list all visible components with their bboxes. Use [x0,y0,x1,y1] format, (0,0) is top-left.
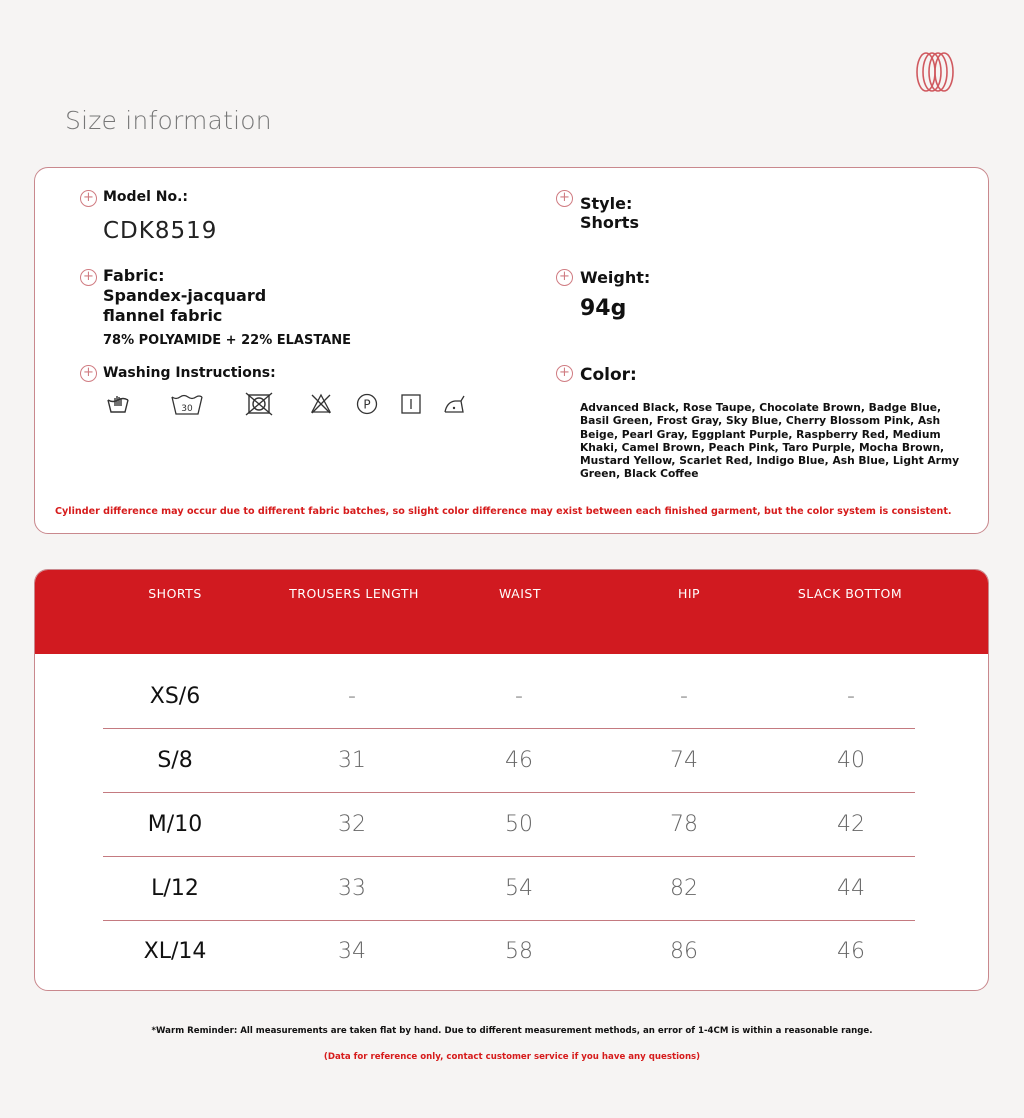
hip-cell: - [680,684,688,709]
waist-cell: 54 [505,876,533,901]
header-slack-bottom: SLACK BOTTOM [797,586,903,601]
style-label: Style: Shorts [580,194,639,232]
hand-wash-icon [105,392,131,416]
hip-cell: 78 [670,812,698,837]
waist-cell: 46 [505,748,533,773]
do-not-tumble-dry-icon [244,392,274,416]
brand-rings-icon [914,50,958,94]
table-row [103,729,915,793]
header-hip: HIP [677,586,701,601]
header-waist: WAIST [499,586,541,601]
washing-label: Washing Instructions: [103,365,276,381]
size-cell: XL/14 [143,939,207,964]
do-not-bleach-icon [309,392,333,416]
fabric-label: Fabric: Spandex-jacquard flannel fabric [103,266,267,325]
trousers-length-cell: - [348,684,356,709]
size-cell: M/10 [147,812,203,837]
weight-label: Weight: [580,268,651,287]
size-cell: S/8 [157,748,193,773]
trousers-length-cell: 34 [338,939,366,964]
trousers-length-cell: 31 [338,748,366,773]
slack-bottom-cell: 44 [837,876,865,901]
plus-circle-icon: + [80,190,97,207]
plus-circle-icon: + [556,269,573,286]
table-row [103,920,915,984]
slack-bottom-cell: 42 [837,812,865,837]
hip-cell: 86 [670,939,698,964]
warm-reminder: *Warm Reminder: All measurements are taken flat by hand. Due to different measurement methods, an error of 1-4CM is within a reasonable range. [151,1026,873,1036]
svg-text:P: P [363,397,371,412]
slack-bottom-cell: 40 [837,748,865,773]
header-shorts: SHORTS [148,586,202,601]
color-list: Advanced Black, Rose Taupe, Chocolate Brown, Badge Blue, Basil Green, Frost Gray, Sky Blue, Cherry Blossom Pink, Ash Beige, Pearl Gray, Eggplant Purple, Raspberry Red, Medium Khaki, Camel Brown, Peach Pink, Taro Purple, Mocha Brown, Mustard Yellow, Scarlet Red, Indigo Blue, Ash Blue, Light Army Green, Black Coffee [580,401,960,481]
waist-cell: - [515,684,523,709]
hip-cell: 74 [670,748,698,773]
model-label: Model No.: [103,189,188,205]
table-row [103,793,915,857]
header-trousers-length: TROUSERS LENGTH [289,586,419,601]
machine-wash-30-icon [170,392,204,416]
size-cell: L/12 [151,876,199,901]
table-row [103,857,915,921]
fabric-composition: 78% POLYAMIDE + 22% ELASTANE [103,333,352,348]
plus-circle-icon: + [556,365,573,382]
table-row [103,665,915,729]
plus-circle-icon: + [556,190,573,207]
size-table-header [35,570,988,654]
reference-note: (Data for reference only, contact customer service if you have any questions) [323,1052,701,1062]
slack-bottom-cell: 46 [837,939,865,964]
page-title: Size information [65,106,272,135]
model-value: CDK8519 [103,218,218,244]
hip-cell: 82 [670,876,698,901]
color-label: Color: [580,365,637,385]
trousers-length-cell: 33 [338,876,366,901]
color-disclaimer: Cylinder difference may occur due to different fabric batches, so slight color difference may exist between each finished garment, but the color system is consistent. [55,506,952,517]
product-info-card [34,167,989,534]
trousers-length-cell: 32 [338,812,366,837]
waist-cell: 50 [505,812,533,837]
plus-circle-icon: + [80,365,97,382]
waist-cell: 58 [505,939,533,964]
plus-circle-icon: + [80,269,97,286]
svg-text:30: 30 [181,404,193,414]
iron-low-icon [441,392,469,416]
line-dry-icon [399,392,423,416]
dry-clean-p-icon [355,392,379,416]
slack-bottom-cell: - [847,684,855,709]
size-cell: XS/6 [149,684,201,709]
size-table-card [34,569,989,991]
weight-value: 94g [580,296,627,321]
